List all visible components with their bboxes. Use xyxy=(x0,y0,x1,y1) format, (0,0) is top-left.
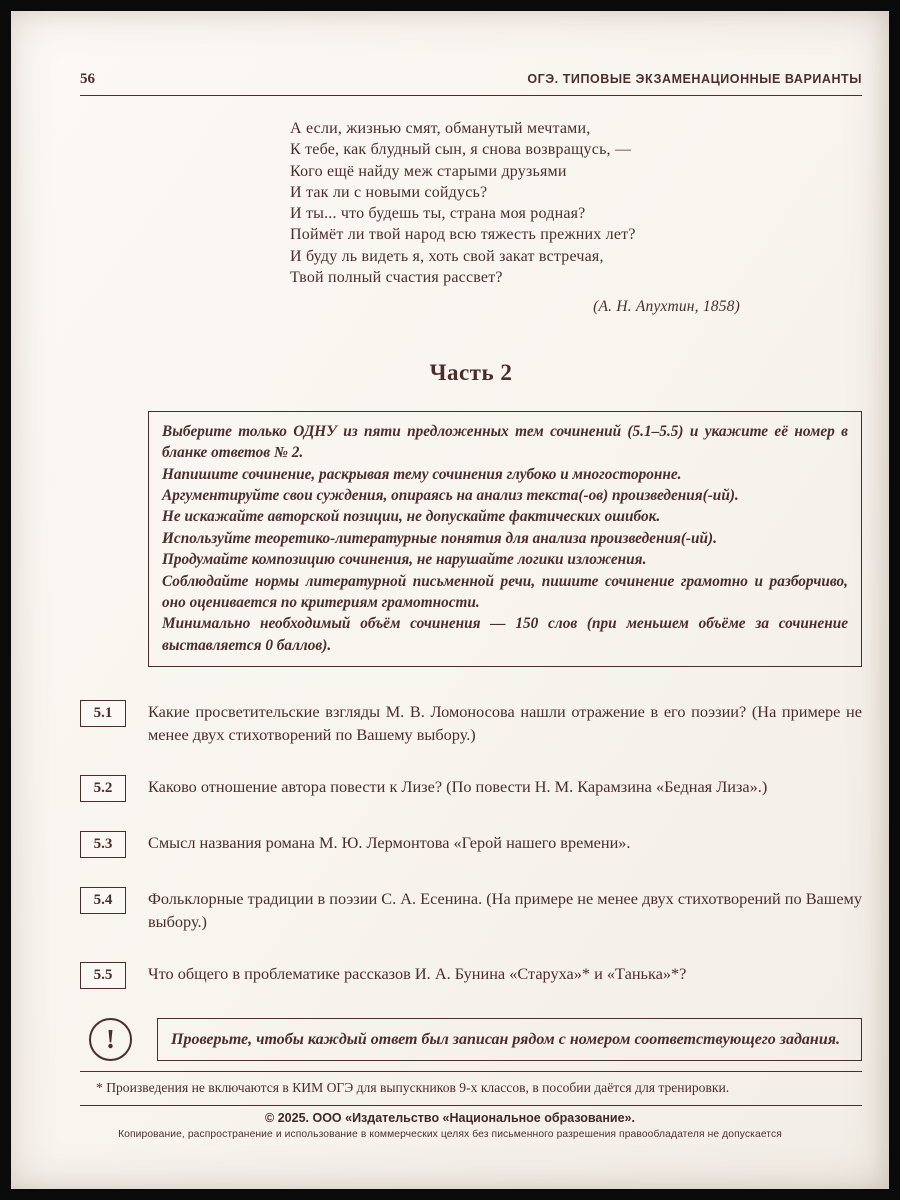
page-content xyxy=(80,11,862,1061)
instruction-paragraph: Выберите только ОДНУ из пяти предложенных тем сочинений (5.1–5.5) и укажите её номер в бланке ответов № 2. xyxy=(162,422,848,462)
page-header xyxy=(80,71,862,96)
task-text: Каково отношение автора повести к Лизе? (По повести Н. М. Карамзина «Бедная Лиза».) xyxy=(148,777,768,797)
task-number-badge: 5.1 xyxy=(80,700,126,727)
exclamation-icon: ! xyxy=(89,1018,132,1061)
task-list xyxy=(80,700,862,989)
page-number: 56 xyxy=(80,71,95,87)
poem-attribution: (А. Н. Апухтин, 1858) xyxy=(593,298,740,316)
poem-line: Поймёт ли твой народ всю тяжесть прежних лет? xyxy=(290,226,636,244)
instruction-paragraph: Минимально необходимый объём сочинения — 150 слов (при меньшем объёме за сочинение выставляется 0 баллов). xyxy=(162,615,848,654)
task-number-badge: 5.4 xyxy=(80,887,126,914)
task-row xyxy=(80,775,862,802)
task-text: Что общего в проблематике рассказов И. А. Бунина «Старуха»* и «Танька»*? xyxy=(148,964,687,984)
page-footer xyxy=(11,1111,889,1140)
running-head: ОГЭ. ТИПОВЫЕ ЭКЗАМЕНАЦИОННЫЕ ВАРИАНТЫ xyxy=(527,72,862,86)
task-number-badge: 5.3 xyxy=(80,831,126,858)
poem-line: И ты... что будешь ты, страна моя родная? xyxy=(290,205,586,223)
instruction-paragraph: Аргументируйте свои суждения, опираясь на анализ текста(-ов) произведения(-ий). xyxy=(162,486,739,504)
poem-block xyxy=(290,118,752,318)
poem-line: И буду ль видеть я, хоть свой закат встречая, xyxy=(290,247,604,265)
task-text: Фольклорные традиции в поэзии С. А. Есенина. (На примере не менее двух стихотворений по Вашему выбору.) xyxy=(148,889,862,931)
poem-line: И так ли с новыми сойдусь? xyxy=(290,183,488,201)
task-row xyxy=(80,962,862,989)
task-row xyxy=(80,700,862,746)
instruction-paragraph: Используйте теоретико-литературные понятия для анализа произведения(-ий). xyxy=(162,529,717,547)
task-number-badge: 5.5 xyxy=(80,962,126,989)
task-number-badge: 5.2 xyxy=(80,775,126,802)
instruction-paragraph: Не искажайте авторской позиции, не допускайте фактических ошибок. xyxy=(162,508,661,526)
notice-row xyxy=(80,1018,862,1061)
task-row xyxy=(80,831,862,858)
poem-line: Кого ещё найду меж старыми друзьями xyxy=(290,162,567,180)
footnote: * Произведения не включаются в КИМ ОГЭ для выпускников 9-х классов, в пособии даётся для тренировки. xyxy=(80,1071,862,1106)
task-text: Какие просветительские взгляды М. В. Ломоносова нашли отражение в его поэзии? (На примере не менее двух стихотворений по Вашему выбору.) xyxy=(148,702,862,744)
instruction-paragraph: Напишите сочинение, раскрывая тему сочинения глубоко и многосторонне. xyxy=(162,465,682,483)
notice-box: Проверьте, чтобы каждый ответ был записан рядом с номером соответствующего задания. xyxy=(157,1018,862,1061)
poem-line: А если, жизнью смят, обманутый мечтами, xyxy=(290,120,591,137)
section-title: Часть 2 xyxy=(429,359,513,385)
instruction-box xyxy=(148,411,862,667)
instruction-paragraph: Продумайте композицию сочинения, не нарушайте логики изложения. xyxy=(162,551,647,569)
task-text: Смысл названия романа М. Ю. Лермонтова «Герой нашего времени». xyxy=(148,833,631,853)
poem-line: Твой полный счастия рассвет? xyxy=(290,268,503,286)
instruction-paragraph: Соблюдайте нормы литературной письменной речи, пишите сочинение грамотно и разборчиво, оно оценивается по критериям грамотности. xyxy=(162,572,848,611)
poem-line: К тебе, как блудный сын, я снова возвращусь, — xyxy=(290,141,632,159)
task-row xyxy=(80,887,862,933)
book-page xyxy=(11,11,889,1189)
copyright-line: © 2025. ООО «Издательство «Национальное образование». xyxy=(265,1111,635,1125)
disclaimer-line: Копирование, распространение и использование в коммерческих целях без письменного разрешения правообладателя не допускается xyxy=(118,1129,782,1140)
